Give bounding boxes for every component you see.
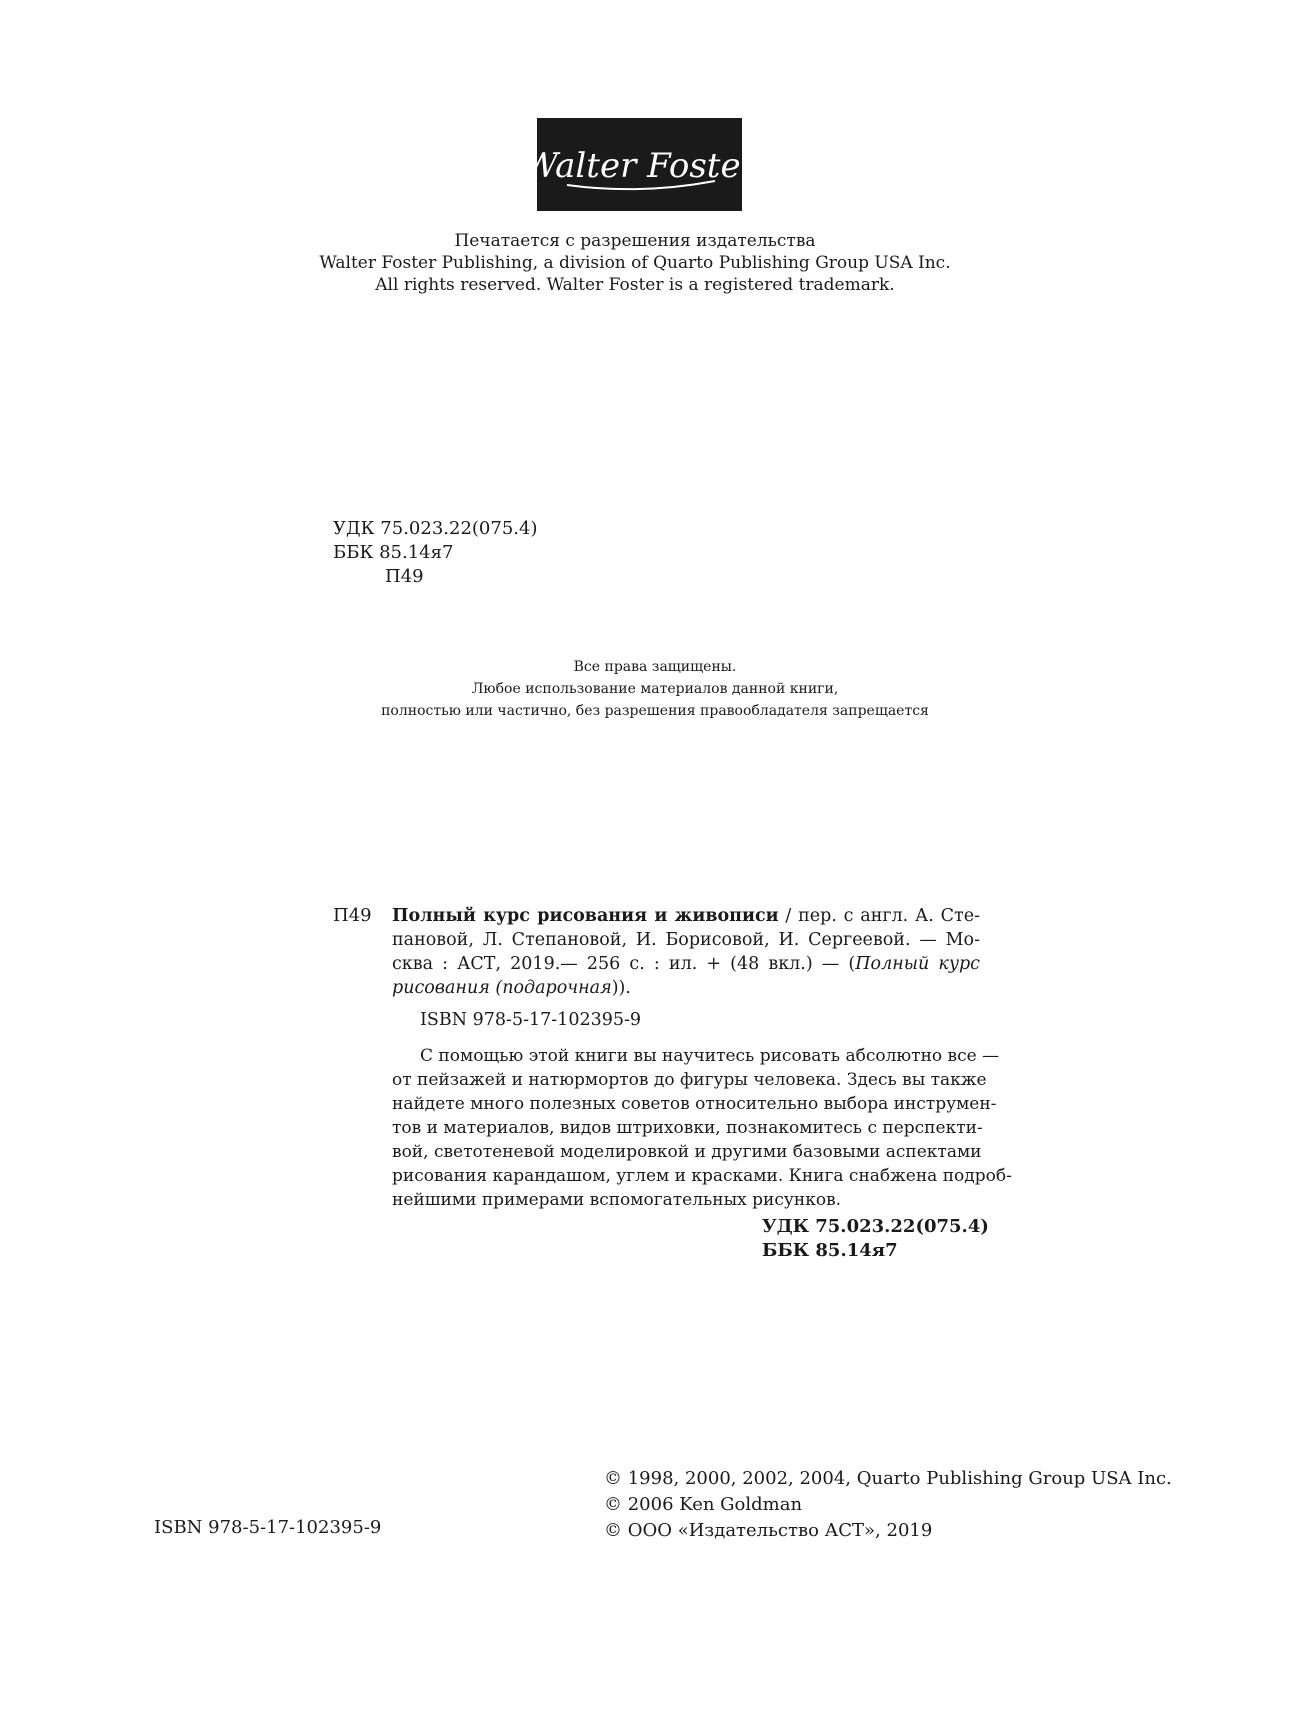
bib-author-mark: П49 <box>333 905 372 926</box>
udk-code: УДК 75.023.22(075.4) <box>333 518 538 539</box>
permission-notice <box>0 230 1270 296</box>
bibliographic-description <box>392 904 980 1000</box>
annotation-line: С помощью этой книги вы научитесь рисовать абсолютно все — <box>420 1046 1000 1066</box>
copyright-line-2: © 2006 Ken Goldman <box>604 1494 803 1515</box>
footer-isbn: ISBN 978-5-17-102395-9 <box>154 1517 382 1538</box>
book-title: Полный курс рисования и живописи <box>392 906 779 926</box>
logo-wordmark: Walter Foster <box>522 145 757 186</box>
bbk-code-bottom: ББК 85.14я7 <box>762 1240 898 1261</box>
annotation <box>392 1044 1012 1212</box>
annotation-line: вой, светотеневой моделировкой и другими базовыми аспектами <box>392 1142 982 1162</box>
bib-isbn: ISBN 978-5-17-102395-9 <box>420 1010 642 1030</box>
bib-line-1: Полный курс рисования и живописи / пер. с англ. А. Сте- <box>392 906 980 926</box>
classification-codes-top <box>333 517 537 589</box>
classification-codes-bottom <box>762 1215 989 1263</box>
bbk-code: ББК 85.14я7 <box>333 542 454 563</box>
annotation-line: рисования карандашом, углем и красками. Книга снабжена подроб- <box>392 1166 1012 1186</box>
series-name: Полный курс <box>855 954 980 974</box>
annotation-line: нейшими примерами вспомогательных рисунков. <box>392 1190 842 1210</box>
rights-line-2: Любое использование материалов данной книги, <box>471 681 839 697</box>
permission-line-3: All rights reserved. Walter Foster is a registered trademark. <box>375 275 895 295</box>
bib-line-3: сква : АСТ, 2019.— 256 с. : ил. + (48 вкл.) — (Полный курс <box>392 954 980 974</box>
copyright-block <box>604 1466 1172 1544</box>
publisher-logo <box>522 118 757 211</box>
annotation-line: тов и материалов, видов штриховки, познакомитесь с перспекти- <box>392 1118 983 1138</box>
copyright-line-3: © ООО «Издательство АСТ», 2019 <box>604 1520 933 1541</box>
rights-line-3: полностью или частично, без разрешения правообладателя запрещается <box>381 703 929 719</box>
bib-line-4: рисования (подарочная)). <box>392 978 631 998</box>
udk-code-bottom: УДК 75.023.22(075.4) <box>762 1216 989 1237</box>
rights-notice <box>0 656 1310 722</box>
bib-line-2: пановой, Л. Степановой, И. Борисовой, И. Сергеевой. — Мо- <box>392 930 980 950</box>
permission-line-2: Walter Foster Publishing, a division of Quarto Publishing Group USA Inc. <box>319 253 951 273</box>
copyright-line-1: © 1998, 2000, 2002, 2004, Quarto Publishing Group USA Inc. <box>604 1468 1172 1489</box>
permission-line-1: Печатается с разрешения издательства <box>454 231 816 251</box>
walter-foster-logo-icon <box>522 125 757 205</box>
rights-line-1: Все права защищены. <box>573 659 737 675</box>
annotation-line: найдете много полезных советов относительно выбора инструмен- <box>392 1094 997 1114</box>
annotation-line: от пейзажей и натюрмортов до фигуры человека. Здесь вы также <box>392 1070 987 1090</box>
author-mark: П49 <box>385 566 424 587</box>
